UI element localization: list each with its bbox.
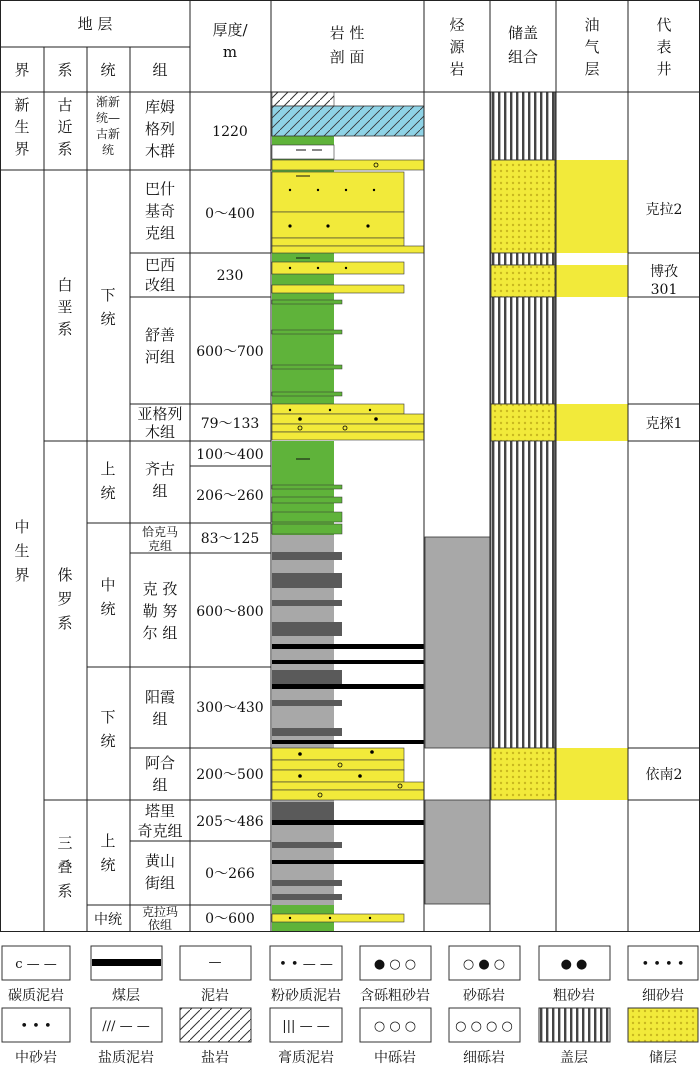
sandstone-layer	[272, 424, 424, 432]
formation-qiakemake: 恰克马	[141, 525, 179, 539]
carbonaceous-mudstone-layer	[272, 894, 342, 900]
carbonaceous-mudstone-layer	[272, 552, 342, 560]
sandstone-layer	[272, 285, 404, 293]
legend-label: 砂砾岩	[463, 988, 505, 1004]
formation-kezilenur: 克 孜	[142, 580, 178, 598]
sandstone-layer	[272, 212, 404, 238]
carbonaceous-mudstone-layer	[272, 728, 342, 736]
oil-gas-layer-bar	[556, 748, 628, 800]
mudstone-strip	[272, 392, 342, 396]
series-label: 渐新	[95, 95, 121, 109]
sandstone-layer	[272, 790, 424, 800]
series-jurassic-lower: 下	[100, 708, 116, 726]
legend-label: 盖层	[560, 1050, 588, 1066]
formation-karamay-2: 依组	[147, 918, 173, 932]
series-cretaceous-lower-2: 统	[100, 310, 116, 328]
cap-layer-bar	[491, 297, 555, 404]
legend-label: 膏质泥岩	[278, 1050, 334, 1066]
header-source-3: 岩	[449, 60, 465, 78]
oil-gas-layer-bar	[556, 160, 628, 253]
formation-yangxia: 阳霞	[144, 688, 176, 706]
thickness-value: 0～400	[205, 206, 255, 222]
carbonaceous-mudstone-layer	[272, 670, 342, 684]
formation-kumugeliemu-3: 木群	[144, 142, 176, 160]
lithology-column	[272, 92, 424, 931]
system-paleogene-2: 近	[57, 118, 73, 136]
coal-seam	[272, 644, 424, 649]
thickness-value: 0～266	[205, 866, 255, 882]
sandstone-layer	[272, 246, 424, 253]
header-lithology: 岩 性	[329, 24, 365, 42]
coal-seam	[272, 740, 424, 744]
era-cenozoic-3: 界	[14, 140, 30, 158]
formation-yangxia-2: 组	[152, 710, 168, 728]
legend-label: 盐岩	[201, 1050, 229, 1066]
series-triassic-upper: 上	[100, 832, 116, 850]
header-lithology-2: 剖 面	[329, 48, 365, 66]
oil-gas-column	[556, 160, 628, 800]
source-rock-column	[425, 537, 490, 904]
series-cretaceous-lower: 下	[100, 286, 116, 304]
sandstone-layer	[272, 404, 404, 414]
legend-symbol: • • • •	[641, 957, 685, 972]
header-well-3: 井	[656, 60, 672, 78]
coal-seam	[272, 684, 424, 689]
formation-ahe: 阿合	[144, 754, 176, 772]
series-label: 统	[101, 143, 115, 157]
mudstone-strip	[272, 330, 342, 334]
era-mesozoic-2: 生	[14, 542, 30, 560]
system-paleogene: 古	[57, 96, 73, 114]
carbonaceous-mudstone-layer	[272, 600, 342, 606]
legend-label: 盐质泥岩	[98, 1050, 154, 1066]
thickness-value: 600～700	[196, 344, 264, 360]
well-yinan2: 依南2	[645, 767, 683, 783]
formation-kezilenur-3: 尔 组	[142, 624, 178, 642]
sandstone-layer	[272, 748, 404, 760]
oil-gas-layer-bar	[556, 404, 628, 441]
formation-qiakemake-2: 克组	[147, 539, 173, 553]
legend-symbol: ● ○ ○	[373, 957, 417, 972]
era-mesozoic: 中	[14, 518, 30, 536]
gypsum-mudstone-layer	[272, 145, 334, 159]
header-reservoir-cap: 储盖	[507, 24, 539, 42]
formation-bashijiqike: 巴什	[144, 180, 176, 198]
legend-label: 粉砂质泥岩	[271, 988, 341, 1004]
legend-box	[539, 1008, 610, 1042]
legend-symbol: ○ ○ ○ ○	[455, 1019, 513, 1034]
formation-karamay: 克拉玛	[141, 905, 179, 919]
source-rock-bar	[425, 800, 490, 904]
well-kela2: 克拉2	[645, 202, 683, 218]
header-jie: 界	[14, 61, 30, 79]
reservoir-layer-bar	[491, 404, 555, 441]
header-xi: 系	[57, 61, 73, 79]
cap-layer-bar	[491, 253, 555, 265]
legend-symbol: ||| — —	[282, 1019, 330, 1034]
header-well-2: 表	[656, 38, 672, 56]
mudstone-gray-band	[272, 535, 334, 748]
sandstone-layer	[272, 172, 404, 212]
reservoir-cap-column	[491, 92, 555, 800]
legend-coal-bar	[92, 959, 161, 966]
header-oil-gas: 油	[584, 16, 600, 34]
formation-qigu-2: 组	[152, 482, 168, 500]
mudstone-strip	[272, 524, 342, 534]
thickness-value: 206～260	[196, 488, 264, 504]
salt-mudstone-layer	[272, 92, 334, 106]
coal-seam	[272, 820, 424, 825]
formation-taliqike: 塔里	[144, 802, 176, 820]
carbonaceous-mudstone-layer	[272, 880, 342, 886]
sandstone-layer	[272, 782, 424, 790]
legend-label: 中砾岩	[374, 1050, 416, 1066]
thickness-value: 205～486	[196, 814, 264, 830]
thickness-value: 600～800	[196, 604, 264, 620]
formation-taliqike-2: 奇克组	[137, 822, 183, 840]
series-names	[94, 286, 122, 928]
mudstone-strip	[272, 485, 342, 489]
legend-box	[628, 1008, 698, 1042]
header-oil-gas-3: 层	[584, 60, 600, 78]
legend-label: 细砂岩	[642, 988, 684, 1004]
formation-huangshanjie-2: 街组	[144, 874, 176, 892]
formation-names	[137, 98, 182, 932]
header-stratum: 地 层	[77, 15, 113, 33]
series-triassic-upper-2: 统	[100, 856, 116, 874]
thickness-value: 1220	[212, 124, 248, 140]
system-jurassic-3: 系	[57, 614, 73, 632]
sandstone-layer	[272, 262, 404, 274]
system-triassic-3: 系	[57, 882, 73, 900]
legend-symbol: • • •	[20, 1019, 52, 1034]
system-cretaceous-2: 垩	[57, 298, 73, 316]
well-ketan1: 克探1	[645, 416, 683, 432]
header-reservoir-cap-2: 组合	[507, 48, 539, 66]
carbonaceous-mudstone-layer	[272, 622, 342, 636]
salt-rock-layer	[272, 106, 424, 136]
formation-ahe-2: 组	[152, 776, 168, 794]
sandstone-layer	[272, 238, 404, 246]
coal-seam	[272, 860, 424, 864]
source-rock-bar	[425, 537, 490, 748]
system-triassic-2: 叠	[57, 858, 73, 876]
cap-layer-bar	[491, 92, 555, 160]
sandstone-layer	[272, 770, 404, 782]
legend-label: 泥岩	[201, 988, 229, 1004]
reservoir-layer-bar	[491, 748, 555, 800]
legend-symbol: c — —	[15, 957, 57, 972]
thickness-value: 0～600	[205, 911, 255, 927]
thickness-value: 230	[216, 268, 244, 284]
legend-symbol: ● ●	[560, 957, 588, 972]
formation-kezilenur-2: 勒 努	[142, 602, 178, 620]
series-jurassic-middle: 中	[100, 576, 116, 594]
thickness-values	[196, 124, 264, 927]
header-zu: 组	[152, 61, 168, 79]
sandstone-layer	[272, 414, 424, 424]
system-cretaceous: 白	[57, 276, 73, 294]
era-cenozoic: 新	[14, 96, 30, 114]
mudstone-strip	[272, 497, 342, 503]
era-cenozoic-2: 生	[14, 118, 30, 136]
formation-shushanhe: 舒善	[144, 326, 176, 344]
oil-gas-layer-bar	[556, 265, 628, 297]
series-jurassic-lower-2: 统	[100, 732, 116, 750]
well-bozi301: 博孜	[650, 264, 678, 280]
system-triassic: 三	[57, 834, 73, 852]
formation-qigu: 齐古	[144, 460, 176, 478]
thickness-value: 200～500	[196, 767, 264, 783]
reservoir-layer-bar	[491, 160, 555, 253]
carbonaceous-mudstone-layer	[272, 573, 342, 588]
sandstone-layer	[272, 914, 404, 922]
legend-symbol: ○ ○ ○	[373, 1019, 417, 1034]
formation-yageliemu-2: 木组	[144, 423, 176, 441]
header-thickness-unit: m	[222, 43, 238, 61]
system-paleogene-3: 系	[57, 140, 73, 158]
carbonaceous-mudstone-layer	[272, 802, 334, 820]
legend-box	[180, 1008, 251, 1042]
series-label: 统—	[95, 111, 121, 125]
legend-symbol: • • — —	[279, 957, 333, 972]
mudstone-strip	[272, 365, 342, 369]
legend-label: 碳质泥岩	[8, 988, 64, 1004]
legend	[2, 946, 698, 1066]
legend-label: 粗砂岩	[553, 988, 595, 1004]
legend-label: 细砾岩	[463, 1050, 505, 1066]
formation-kumugeliemu: 库姆	[144, 98, 176, 116]
header-thickness: 厚度/	[212, 21, 248, 39]
legend-symbol: —	[208, 955, 222, 970]
thickness-value: 100～400	[196, 447, 264, 463]
formation-kumugeliemu-2: 格列	[144, 120, 176, 138]
legend-symbol: ○ ● ○	[462, 957, 506, 972]
series-jurassic-middle-2: 统	[100, 600, 116, 618]
legend-label: 含砾粗砂岩	[360, 988, 430, 1004]
reservoir-layer-bar	[491, 265, 555, 297]
mudstone-strip	[272, 300, 342, 304]
legend-label: 中砂岩	[15, 1050, 57, 1066]
carbonaceous-mudstone-layer	[272, 842, 342, 848]
legend-symbol: /// — —	[102, 1019, 150, 1034]
formation-baxigai: 巴西	[144, 256, 176, 274]
cap-layer-bar	[491, 441, 555, 748]
sandstone-layer	[272, 432, 424, 440]
series-jurassic-upper-2: 统	[100, 484, 116, 502]
coal-seam	[272, 660, 424, 664]
formation-bashijiqike-2: 基奇	[144, 202, 176, 220]
formation-bashijiqike-3: 克组	[144, 224, 176, 242]
series-label: 古新	[95, 127, 121, 141]
legend-label: 储层	[649, 1050, 677, 1066]
system-jurassic-2: 罗	[57, 590, 73, 608]
formation-huangshanjie: 黄山	[144, 852, 176, 870]
system-cretaceous-3: 系	[57, 320, 73, 338]
sandstone-layer	[272, 160, 424, 170]
header-source: 烃	[449, 16, 465, 34]
series-triassic-middle: 中统	[94, 912, 122, 928]
formation-yageliemu: 亚格列	[137, 405, 183, 423]
era-mesozoic-3: 界	[14, 566, 30, 584]
thickness-value: 79～133	[200, 416, 260, 432]
header-tong: 统	[100, 61, 116, 79]
header-source-2: 源	[449, 38, 465, 56]
representative-wells	[646, 201, 683, 783]
header-well: 代	[656, 16, 672, 34]
formation-shushanhe-2: 河组	[144, 348, 176, 366]
well-bozi301-2: 301	[650, 282, 678, 298]
header-oil-gas-2: 气	[584, 38, 600, 56]
series-jurassic-upper: 上	[100, 460, 116, 478]
system-jurassic: 侏	[57, 566, 73, 584]
series-paleogene	[96, 95, 120, 157]
thickness-value: 83～125	[200, 531, 260, 547]
formation-baxigai-2: 改组	[144, 276, 176, 294]
thickness-value: 300～430	[196, 700, 264, 716]
carbonaceous-mudstone-layer	[272, 700, 342, 706]
legend-label: 煤层	[112, 988, 140, 1004]
mudstone-strip	[272, 512, 342, 522]
